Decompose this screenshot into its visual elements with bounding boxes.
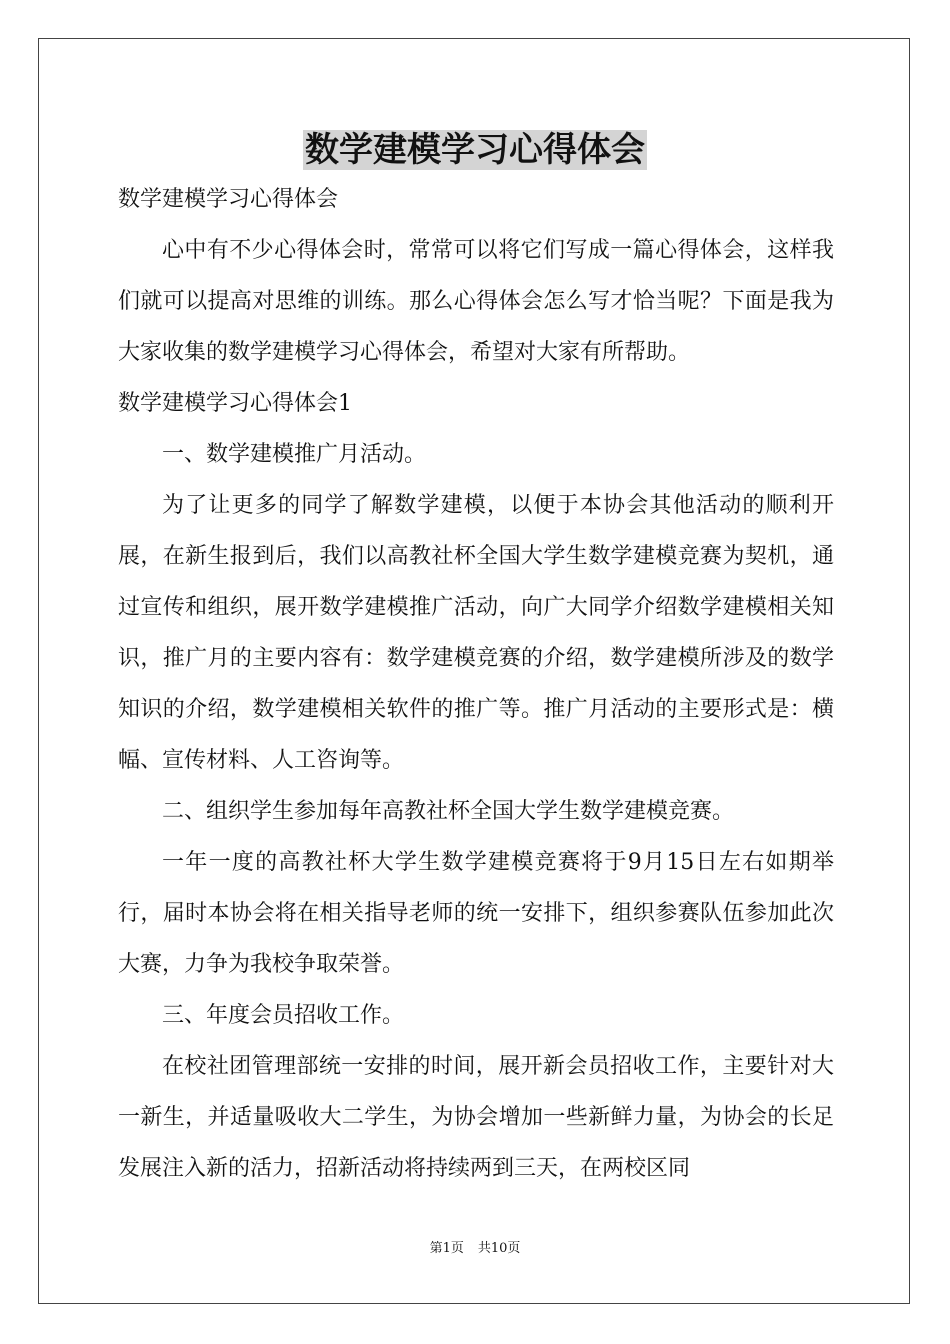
page-footer (0, 1240, 950, 1258)
document-body (118, 174, 834, 1194)
paragraph-body-2: 一年一度的高教社杯大学生数学建模竞赛将于9月15日左右如期举行，届时本协会将在相关指导老师的统一安排下，组织参赛队伍参加此次大赛，力争为我校争取荣誉。 (118, 850, 834, 977)
page-number-total: 共10页 (477, 1241, 521, 1256)
document-title (0, 124, 950, 176)
paragraph-intro: 心中有不少心得体会时，常常可以将它们写成一篇心得体会，这样我们就可以提高对思维的训练。那么心得体会怎么写才恰当呢？下面是我为大家收集的数学建模学习心得体会，希望对大家有所帮助。 (118, 238, 834, 365)
list-heading-2: 二、组织学生参加每年高教社杯全国大学生数学建模竞赛。 (162, 799, 735, 824)
paragraph-body-1: 为了让更多的同学了解数学建模，以便于本协会其他活动的顺利开展，在新生报到后，我们以高教社杯全国大学生数学建模竞赛为契机，通过宣传和组织，展开数学建模推广活动，向广大同学介绍数学建模相关知识，推广月的主要内容有：数学建模竞赛的介绍，数学建模所涉及的数学知识的介绍，数学建模相关软件的推广等。推广月活动的主要形式是：横幅、宣传材料、人工咨询等。 (118, 493, 834, 773)
document-title-text: 数学建模学习心得体会 (305, 130, 645, 170)
list-heading-1: 一、数学建模推广月活动。 (162, 442, 427, 467)
page-number-current: 第1页 (429, 1241, 464, 1256)
list-heading-3: 三、年度会员招收工作。 (162, 1003, 405, 1028)
section-heading: 数学建模学习心得体会1 (118, 391, 352, 416)
paragraph-body-3: 在校社团管理部统一安排的时间，展开新会员招收工作，主要针对大一新生，并适量吸收大二学生，为协会增加一些新鲜力量，为协会的长足发展注入新的活力，招新活动将持续两到三天，在两校区同 (118, 1054, 834, 1181)
paragraph-subtitle: 数学建模学习心得体会 (118, 187, 339, 212)
